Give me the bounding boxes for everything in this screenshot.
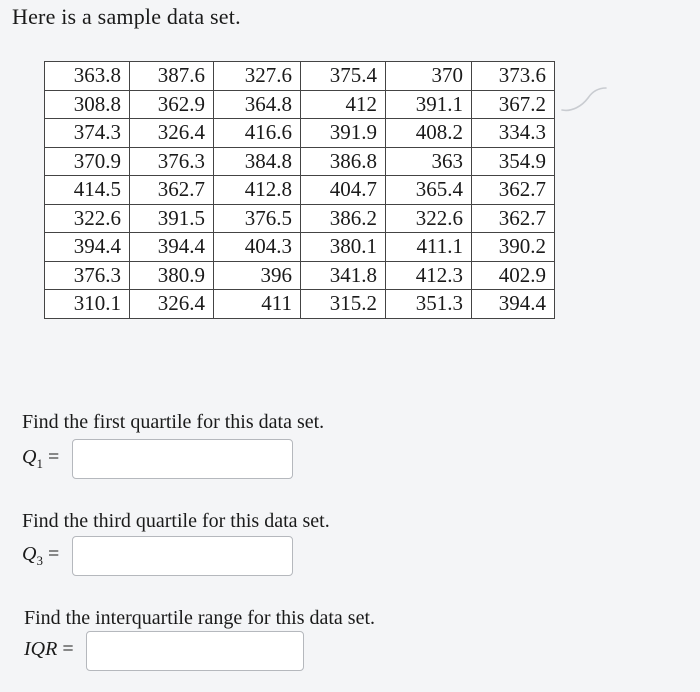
table-cell: 308.8 xyxy=(45,90,130,119)
table-cell: 370 xyxy=(386,62,472,91)
table-cell: 367.2 xyxy=(472,90,555,119)
table-cell: 370.9 xyxy=(45,147,130,176)
table-row xyxy=(45,261,555,290)
table-cell: 364.8 xyxy=(214,90,301,119)
table-cell: 351.3 xyxy=(386,290,472,319)
table-cell: 322.6 xyxy=(386,204,472,233)
table-cell: 376.3 xyxy=(130,147,214,176)
table-row xyxy=(45,90,555,119)
iqr-answer-input[interactable] xyxy=(86,631,304,671)
table-cell: 341.8 xyxy=(301,261,386,290)
table-cell: 390.2 xyxy=(472,233,555,262)
intro-text: Here is a sample data set. xyxy=(12,4,241,29)
table-cell: 391.5 xyxy=(130,204,214,233)
table-cell: 376.5 xyxy=(214,204,301,233)
table-cell: 380.1 xyxy=(301,233,386,262)
table-cell: 362.7 xyxy=(472,176,555,205)
table-cell: 394.4 xyxy=(45,233,130,262)
q1-question: Find the first quartile for this data set. xyxy=(22,411,325,433)
table-cell: 363 xyxy=(386,147,472,176)
table-row xyxy=(45,62,555,91)
table-cell: 363.8 xyxy=(45,62,130,91)
iqr-question: Find the interquartile range for this data set. xyxy=(24,607,376,629)
table-cell: 362.7 xyxy=(472,204,555,233)
table-cell: 408.2 xyxy=(386,119,472,148)
data-table-body xyxy=(45,62,555,319)
table-cell: 362.7 xyxy=(130,176,214,205)
table-cell: 394.4 xyxy=(472,290,555,319)
table-row xyxy=(45,290,555,319)
table-cell: 404.7 xyxy=(301,176,386,205)
table-row xyxy=(45,204,555,233)
table-cell: 376.3 xyxy=(45,261,130,290)
table-cell: 412.8 xyxy=(214,176,301,205)
data-table xyxy=(44,61,555,319)
table-cell: 411.1 xyxy=(386,233,472,262)
table-cell: 411 xyxy=(214,290,301,319)
table-cell: 375.4 xyxy=(301,62,386,91)
q1-answer-input[interactable] xyxy=(72,439,293,479)
table-cell: 354.9 xyxy=(472,147,555,176)
table-cell: 386.8 xyxy=(301,147,386,176)
table-cell: 326.4 xyxy=(130,290,214,319)
table-cell: 391.9 xyxy=(301,119,386,148)
table-cell: 386.2 xyxy=(301,204,386,233)
iqr-label: IQR = xyxy=(24,638,74,660)
q3-question: Find the third quartile for this data set. xyxy=(22,510,330,532)
table-cell: 365.4 xyxy=(386,176,472,205)
table-row xyxy=(45,233,555,262)
table-cell: 416.6 xyxy=(214,119,301,148)
table-cell: 327.6 xyxy=(214,62,301,91)
table-cell: 396 xyxy=(214,261,301,290)
table-cell: 387.6 xyxy=(130,62,214,91)
table-row xyxy=(45,147,555,176)
pencil-mark-icon xyxy=(560,84,610,114)
table-cell: 315.2 xyxy=(301,290,386,319)
table-cell: 414.5 xyxy=(45,176,130,205)
q1-label: $Q_1$ = xyxy=(22,446,60,471)
table-cell: 404.3 xyxy=(214,233,301,262)
table-cell: 412.3 xyxy=(386,261,472,290)
table-cell: 402.9 xyxy=(472,261,555,290)
table-cell: 334.3 xyxy=(472,119,555,148)
table-cell: 391.1 xyxy=(386,90,472,119)
table-cell: 374.3 xyxy=(45,119,130,148)
table-cell: 322.6 xyxy=(45,204,130,233)
table-cell: 394.4 xyxy=(130,233,214,262)
q3-label: $Q_3$ = xyxy=(22,543,60,568)
table-cell: 412 xyxy=(301,90,386,119)
table-cell: 384.8 xyxy=(214,147,301,176)
table-cell: 373.6 xyxy=(472,62,555,91)
table-cell: 326.4 xyxy=(130,119,214,148)
table-cell: 380.9 xyxy=(130,261,214,290)
table-row xyxy=(45,176,555,205)
table-row xyxy=(45,119,555,148)
q3-answer-input[interactable] xyxy=(72,536,293,576)
table-cell: 310.1 xyxy=(45,290,130,319)
table-cell: 362.9 xyxy=(130,90,214,119)
